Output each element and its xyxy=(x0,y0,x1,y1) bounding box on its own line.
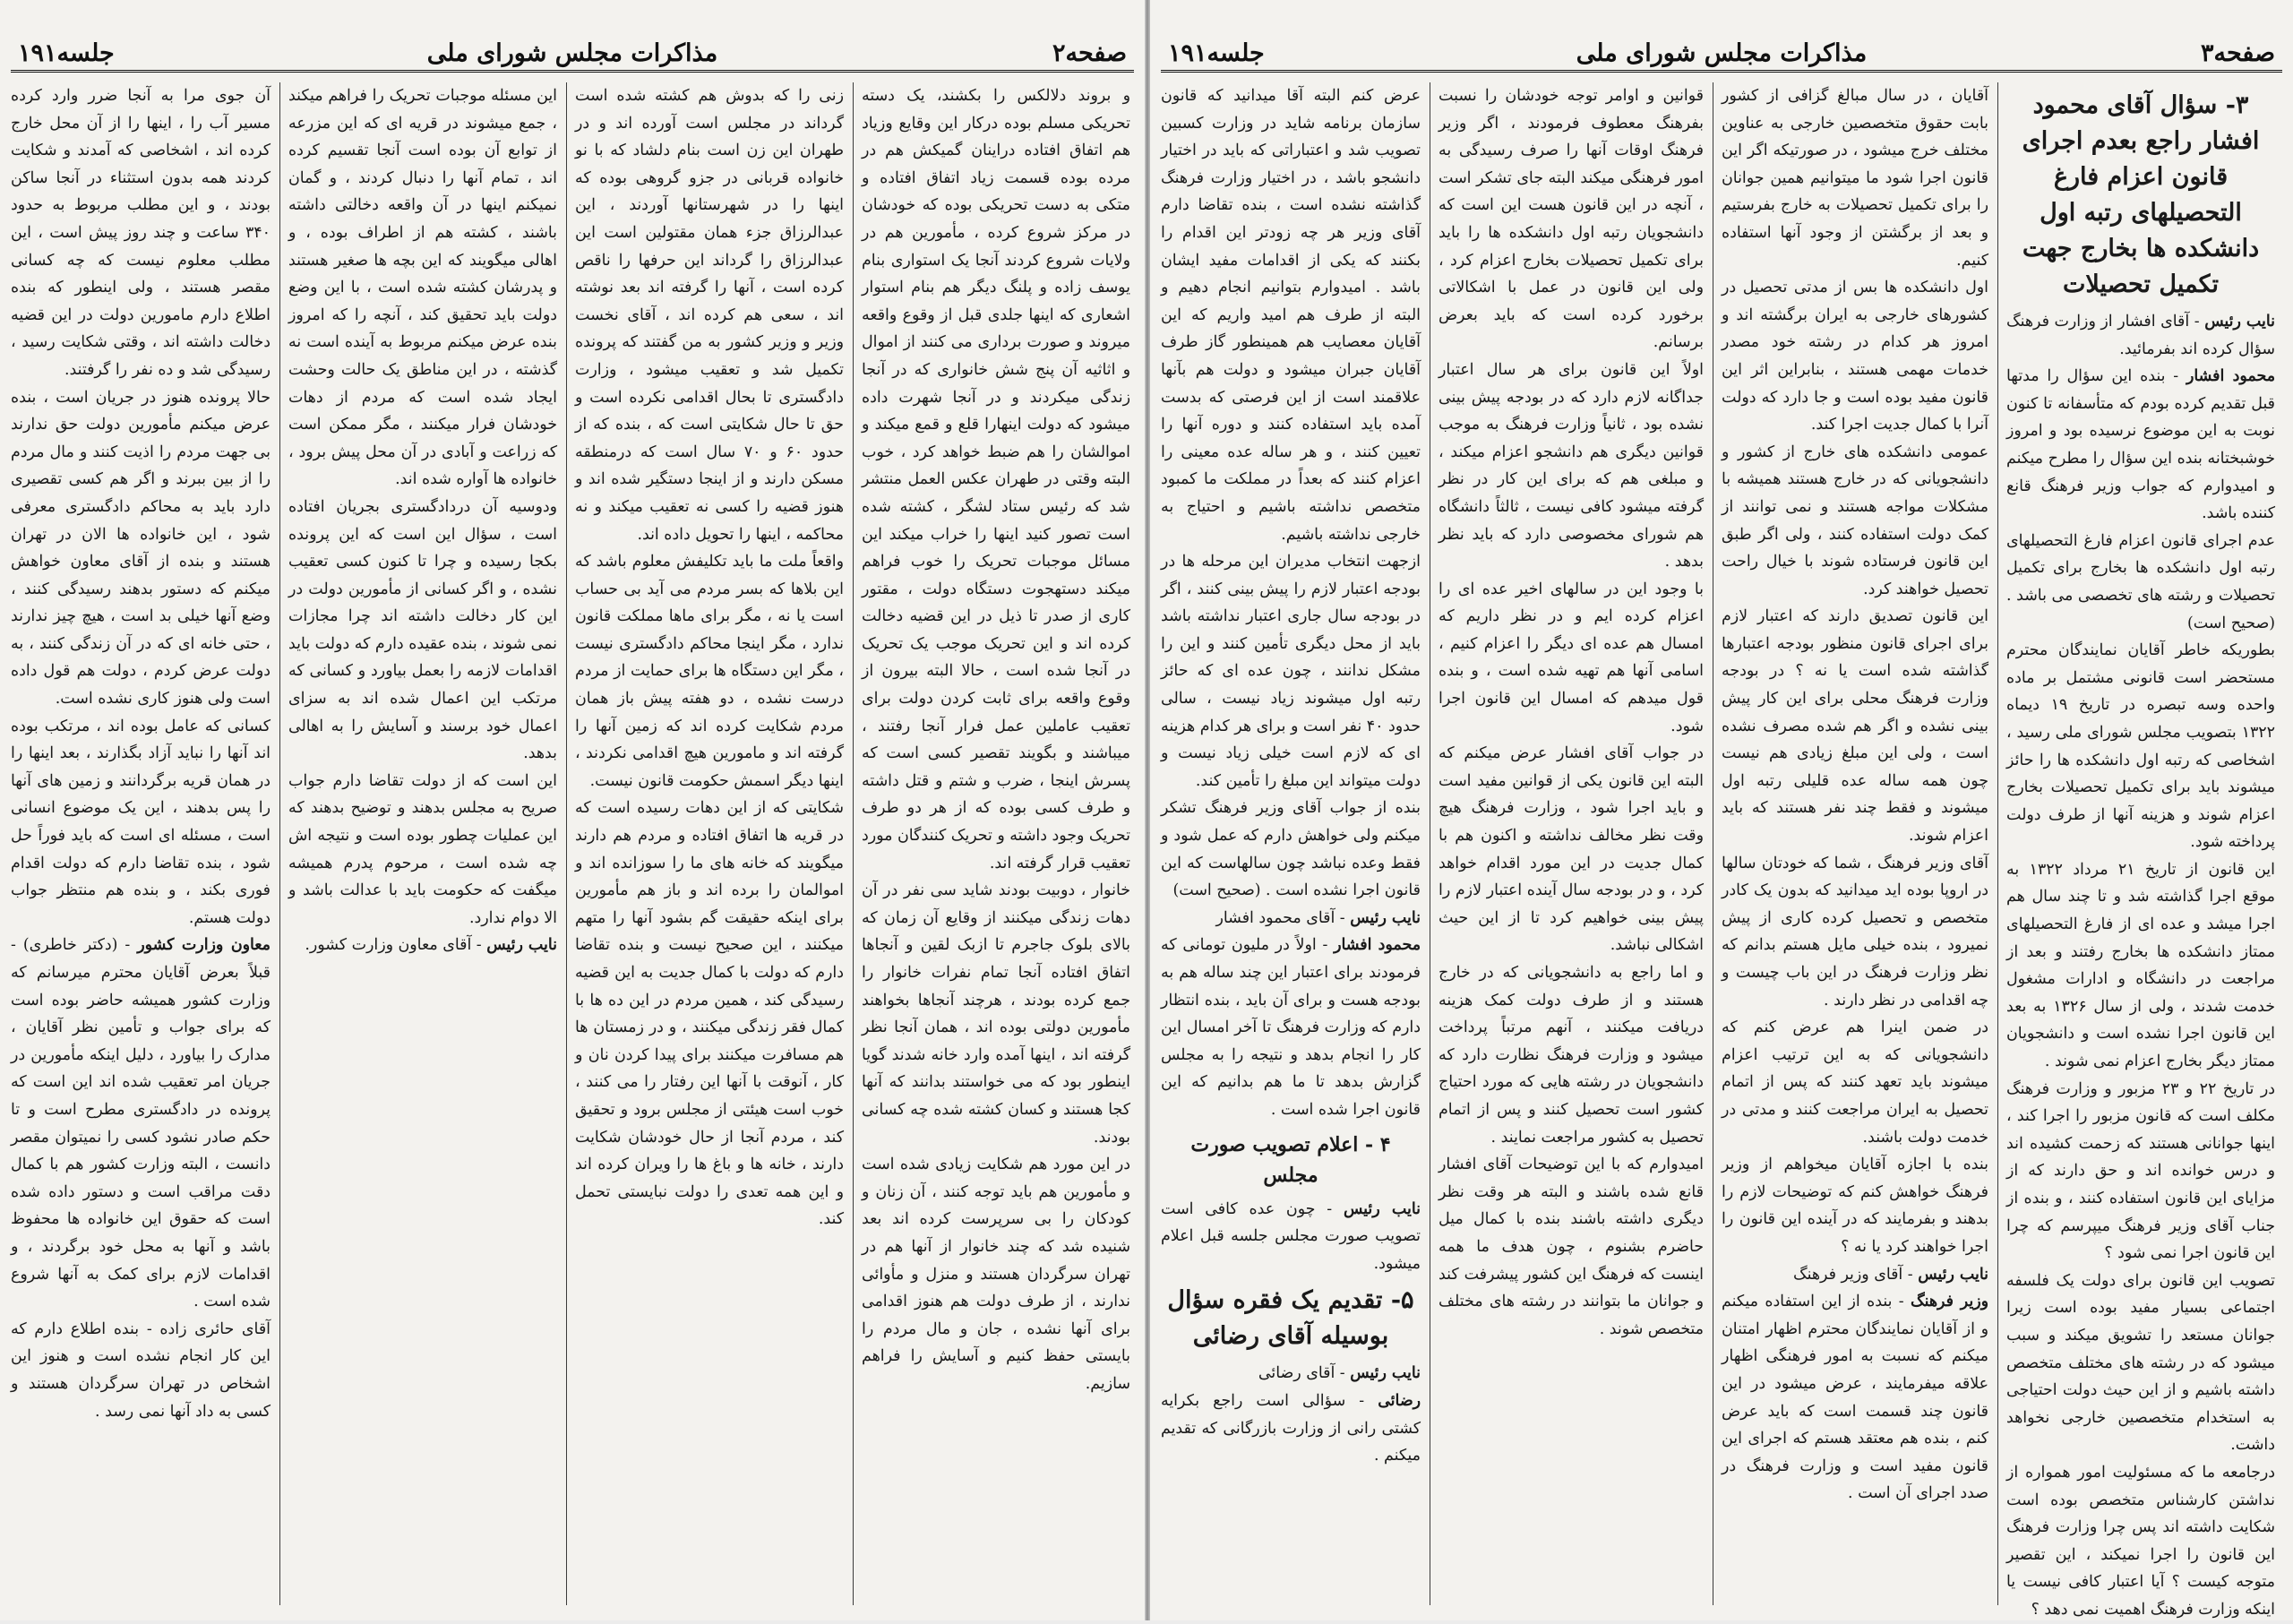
paragraph: در ضمن اینرا هم عرض کنم که دانشجویانی که به این ترتیب اعزام میشوند باید تعهد کنند که پس از اتمام تحصیل به ایران مراجعت کنند و مدتی در خدمت دولت باشند. xyxy=(1722,1018,1988,1147)
column-divider xyxy=(1997,82,1998,1605)
paragraph: آقای وزیر فرهنگ ، شما که خودتان سالها در اروپا بوده اید میدانید که بدون یک کادر متخصص و تحصیل کرده کاری از پیش نمیرود ، بنده خیلی مایل هستم بدانم که نظر وزارت فرهنگ در این باب چیست و چه اقدامی در نظر دارند . xyxy=(1722,854,1988,1010)
speech-text: سؤالی است راجع بکرایه کشتی رانی از وزارت بازرگانی که تقدیم میکنم . xyxy=(1161,1391,1421,1465)
speech-block xyxy=(11,932,271,1315)
paragraph: عمومی دانشکده های خارج از کشور و دانشجویانی که در خارج هستند همیشه با مشکلات مواجه هستند و نمی توانند از کمک دولت استفاده کنند ، ولی اگر طبق این قانون فرستاده شوند با خیال راحت تحصیل خواهند کرد. xyxy=(1722,443,1988,598)
paragraph: در جواب آقای افشار عرض میکنم که البته این قانون یکی از قوانین مفید است و باید اجرا شود ، وزارت فرهنگ هیچ وقت نظر مخالف نداشته و اکنون هم با کمال جدیت در این مورد اقدام خواهد کرد ، و در بودجه سال آینده اعتبار لازم را پیش بینی خواهیم کرد تا از این حیث اشکالی نباشد. xyxy=(1438,744,1704,955)
paragraph: عرض کنم البته آقا میدانید که قانون سازمان برنامه شاید در وزارت کسبین تصویب شد و اعتباراتی که باید در اختیار دانشجو باشد ، در اختیار وزارت فرهنگ گذاشته نشده است ، بنده تقاضا دارم آقای وزیر هر چه زودتر این اقدام را بکنند که یکی از اقدامات مفید ایشان باشد . امیدوارم بتوانیم انجام دهیم و البته از طرف هم امید واریم که این آقایان معصایب هم همینطور گاز طرف آقایان جبران میشود و دولت هم بآنها علاقمند است از این فرصتی که بدست آمده باید استفاده کنند و دوره آنها را تعیین کنند ، و هر ساله عده معینی را اعزام کنند که بعداً در مملکت ما کمبود متخصص نداشته باشیم و احتیاج به خارجی نداشته باشیم. xyxy=(1161,87,1421,544)
speech-block xyxy=(1161,1388,1421,1470)
separator: - xyxy=(117,936,138,955)
paragraph: در این مورد هم شکایت زیادی شده است و مأمورین هم باید توجه کنند ، آن زنان و کودکان را بی سرپرست کرده اند بعد شنیده شد که چند خانوار از آنها هم در تهران سرگردان هستند و منزل و مأوائی ندارند ، از طرف دولت هم هنوز اقدامی برای آنها نشده ، جان و مال مردم را بایستی حفظ کنیم و آسایش را فراهم سازیم. xyxy=(862,1156,1130,1393)
page-header xyxy=(11,34,1134,73)
text-column-4 xyxy=(11,82,271,1605)
paragraph: این قانون از تاریخ ۲۱ مرداد ۱۳۲۲ به موقع اجرا گذاشته شد و تا چند سال هم اجرا میشد و عده ای از فارغ التحصیلهای ممتاز دانشکده ها بخارج رفتند و بعد از مراجعت در دانشگاه و ادارات مشغول خدمت شدند ، ولی از سال ۱۳۲۶ به بعد این قانون اجرا نشده است و دانشجویان ممتاز دیگر بخارج اعزام نمی شوند . xyxy=(2006,860,2276,1071)
speech-block xyxy=(2006,363,2275,528)
separator: - xyxy=(1345,1391,1378,1410)
speech-block xyxy=(1161,1196,1421,1278)
speaker-name: نایب رئیس xyxy=(1350,908,1421,927)
column-divider xyxy=(853,82,854,1605)
paragraph: با وجود این در سالهای اخیر عده ای را اعزام کرده ایم و در نظر داریم که امسال هم عده ای دیگر را اعزام کنیم ، اسامی آنها هم تهیه شده است ، و بنده قول میدهم که امسال این قانون اجرا شود. xyxy=(1438,580,1704,735)
paragraph: زنی را که بدوش هم کشته شده است گرداند در مجلس است آورده اند و در طهران این زن است بنام دلشاد که با نو خانواده قربانی در جزو گروهی بوده که اینها را در شهرستانها آوردند ، این عبدالرزاق جزء همان مقتولین است این عبدالرزاق را گرداند این حرفها را ناقص کرده است ، آنها را گرفته اند بعد نوشته اند ، سعی هم کرده اند ، آقای نخست وزیر و وزیر کشور به من گفتند که پرونده تکمیل شد و تعقیب میشود ، وزارت دادگستری تا بحال اقدامی نکرده است و حق تا حال شکایتی است که ، بنده که از حدود ۶۰ و ۷۰ سال است که درمنطقه مسکن دارند و از اینجا دستگیر شده اند و هنوز قضیه را کسی نه تعقیب میکند و نه محاکمه ، اینها را تحویل داده اند. xyxy=(575,87,844,544)
speech-text: بنده از این استفاده میکنم و از آقایان نمایندگان محترم اظهار امتنان میکنم که نسبت به امور فرهنگی اظهار علاقه میفرمایند ، عرض میشود در این قانون چند قسمت است که باید عرض کنم ، بنده هم معتقد هستم که اجرای این قانون مفید است و وزارت فرهنگ در صدد اجرای آن است . xyxy=(1722,1293,1988,1503)
paragraph: این مسئله موجبات تحریک را فراهم میکند ، جمع میشوند در قریه ای که این مزرعه از توابع آن بوده است آنجا تقسیم کرده اند ، تمام آنها را دنبال کردند ، و گمان نمیکنم اینها در آن واقعه دخالتی داشته باشند ، کشته هم از اطراف بوده ، و اهالی میگویند که این بچه ها صغیر هستند و پدرشان کشته شده است ، با این وضع دولت باید تحقیق کند ، آنچه را که امروز بنده عرض میکنم مربوط به آینده است نه گذشته ، در این مناطق یک حالت وحشت ایجاد شده است که مردم از دهات خودشان فرار میکنند ، مگر ممکن است که زراعت و آبادی در آن محل پیش برود ، خانواده ها آواره شده اند. xyxy=(288,87,557,489)
speech-block xyxy=(1161,932,1421,1123)
speech-text: آقای افشار از وزارت فرهنگ سؤال کرده اند بفرمائید. xyxy=(2006,313,2275,358)
speech-block xyxy=(1722,1261,1988,1289)
paragraph: بنده از جواب آقای وزیر فرهنگ تشکر میکنم ولی خواهش دارم که عمل شود و فقط وعده نباشد چون سالهاست که این قانون اجرا نشده است . (صحیح است) xyxy=(1161,799,1421,900)
paragraph: این قانون تصدیق دارند که اعتبار لازم برای اجرای قانون منظور بودجه اعتبارها گذاشته شده است یا نه ؟ در بودجه وزارت فرهنگ محلی برای این کار پیش بینی نشده و اگر هم شده مصرف نشده است ، ولی این مبلغ زیادی هم نیست چون همه ساله عده قلیلی رتبه اول میشوند و فقط چند نفر هستند که باید اعزام شوند. xyxy=(1722,607,1988,846)
speaker-name: رضائی xyxy=(1378,1391,1421,1410)
right-page xyxy=(1150,0,2293,1620)
speech-text: بنده این سؤال را مدتها قبل تقدیم کرده بودم که متأسفانه تا کنون نوبت به این موضوع نرسیده بود و امروز خوشبختانه بنده این سؤال را مطرح میکنم و امیدوارم که جواب وزیر فرهنگ قانع کننده باشد. xyxy=(2006,367,2275,523)
paragraph: کسانی که عامل بوده اند ، مرتکب بوده اند آنها را نباید آزاد بگذارند ، بعد اینها را در همان قریه برگردانند و زمین های آنها را پس بدهند ، این یک موضوع انسانی است ، مسئله ای است که باید فوراً حل شود ، بنده تقاضا دارم که دولت اقدام فوری بکند ، و بنده هم منتظر جواب دولت هستم. xyxy=(11,717,271,927)
paragraph: امیدوارم که با این توضیحات آقای افشار قانع شده باشند و البته هر وقت نظر دیگری داشته باشند بنده با کمال میل حاضرم بشنوم ، چون هدف ما همه اینست که فرهنگ این کشور پیشرفت کند و جوانان ما بتوانند در رشته های مختلف متخصص شوند . xyxy=(1438,1156,1704,1338)
section-heading: ۵- تقدیم یک فقره سؤال بوسیله آقای رضائی xyxy=(1167,1286,1414,1351)
paragraph: تصویب این قانون برای دولت یک فلسفه اجتماعی بسیار مفید بوده است زیرا جوانان مستعد را تشویق میکند و سبب میشود که در رشته های مختلف متخصص داشته باشیم و از این حیث دولت احتیاجی به استخدام متخصصین خارجی نخواهد داشت. xyxy=(2006,1271,2275,1455)
left-page xyxy=(0,0,1145,1620)
page-header xyxy=(1161,34,2282,73)
paragraph: و بروند دلالکس را بکشند، یک دسته تحریکی مسلم بوده درکار این وقایع وزیاد هم اتفاق افتاده دراینان گمیکش هم در مرده بوده قسمت زیاد اتفاق افتاده و متکی به دست تحریکی بوده که خودشان در مرکز شروع کرده ، مأمورین هم در ولایات شروع کردند آنجا یک استواری بنام یوسف زاده و پلنگ دیگر هم بنام استوار اشعاری که اینها جلدی قبل از وقوع واقعه میروند و صورت برداری می کنند از اموال و اثاثیه آن پنج شش خانواری که در آنجا زندگی میکردند و در آنجا شهرت داده میشود که دولت اینهارا قلع و قمع میکند و اموالشان را هم ضبط خواهد کرد ، خوب البته وقتی در طهران عکس العمل منتشر شد که رئیس ستاد لشگر ، کشته شده است تصور کنید اینها را خراب میکند این مسائل موجبات تحریک را خوب فراهم میکند دستهجوت دستگاه دولت ، مقتور کاری از صدر تا ذیل در این قضیه دخالت کرده اند و این تحریک موجب یک تحریک در آنجا شده است ، حالا البته بیرون از وقوع واقعه برای ثابت کردن دولت برای تعقیب عاملین عمل فرار آنجا رفتند ، میباشند و بگویند تقصیر کسی است که پسرش اینجا ، ضرب و شتم و قتل داشته و طرف کسی بوده که از هر دو طرف تحریک وجود داشته و تحریک کنندگان مورد تعقیب قرار گرفته اند. xyxy=(862,87,1130,872)
speaker-name: معاون وزارت کشور xyxy=(137,936,271,955)
paragraph: درجامعه ما که مسئولیت امور همواره از نداشتن کارشناس متخصص بوده است شکایت داشته اند پس چرا وزارت فرهنگ این قانون را اجرا نمیکند ، این تقصیر متوجه کیست ؟ آیا اعتبار کافی نیست یا اینکه وزارت فرهنگ اهمیت نمی دهد ؟ xyxy=(2006,1463,2275,1619)
speech-text: آقای وزیر فرهنگ xyxy=(1793,1265,1903,1284)
running-title: مذاکرات مجلس شورای ملی xyxy=(426,39,718,67)
speech-block xyxy=(1161,905,1421,932)
separator: - xyxy=(1316,936,1335,955)
text-column-2 xyxy=(1722,82,1988,1605)
paragraph: بنده با اجازه آقایان میخواهم از وزیر فرهنگ خواهش کنم که توضیحات لازم را بدهند و بفرمایند که در آینده این قانون را اجرا خواهند کرد یا نه ؟ xyxy=(1722,1156,1988,1256)
speaker-name: نایب رئیس xyxy=(486,936,557,955)
separator: - xyxy=(1335,908,1351,927)
speech-block xyxy=(1722,1288,1988,1508)
separator: - xyxy=(1892,1293,1911,1311)
text-column-2 xyxy=(575,82,844,1605)
paragraph: اول دانشکده ها بس از مدتی تحصیل در کشورهای خارجی به ایران برگشته اند و امروز هر کدام در رشته خود مصدر خدمات مهمی هستند ، بنابراین اثر این قانون مفید بوده است و جا دارد که دولت آنرا با کمال جدیت اجرا کند. xyxy=(1722,279,1988,434)
running-title: مذاکرات مجلس شورای ملی xyxy=(1576,39,1868,67)
text-column-1 xyxy=(2006,82,2276,1619)
speech-block xyxy=(288,932,557,959)
speaker-name: محمود افشار xyxy=(2186,367,2276,386)
text-column-4 xyxy=(1161,82,1421,1605)
paragraph: آن جوی مرا به آنجا ضرر وارد کرده مسیر آب را ، اینها را از آن محل خارج کرده اند ، اشخاصی که آمدند و شکایت کردند همه بدون استثناء در آنجا ساکن بودند ، و این مطلب مربوط به حدود ۳۴۰ ساعت و چند روز پیش است ، این مطلب معلوم نیست که چه کسانی مقصر هستند ، ولی اینطور که بنده اطلاع دارم مامورین دولت در این قضیه دخالت داشته اند ، وقتی شکایت رسید ، رسیدگی شد و ده نفر را گرفتند. xyxy=(11,87,271,379)
session-number: جلسه۱۹۱ xyxy=(18,39,115,67)
paragraph: واقعاً ملت ما باید تکلیفش معلوم باشد که این بلاها که بسر مردم می آید بی حساب است یا نه ، مگر برای ماها مملکت قانون ندارد ، مگر اینجا محاکم دادگستری نیست ، مگر این دستگاه ها برای حمایت از مردم درست نشده ، دو هفته پیش باز همان مردم شکایت کرده اند که زمین آنها را گرفته اند و مامورین هیچ اقدامی نکردند ، اینها دیگر اسمش حکومت قانون نیست. xyxy=(575,553,844,790)
paragraph: اولاً این قانون برای هر سال اعتبار جداگانه لازم دارد که در بودجه پیش بینی نشده بود ، ثانیاً وزارت فرهنگ به موجب قوانین دیگری هم دانشجو اعزام میکند ، و مبلغی هم که برای این کار در نظر گرفته میشود کافی نیست ، ثالثاً دانشگاه هم شورای مخصوصی دارد که باید نظر بدهد . xyxy=(1438,360,1704,571)
text-column-3 xyxy=(288,82,557,1605)
speech-block xyxy=(1161,1360,1421,1388)
speaker-name: نایب رئیس xyxy=(1918,1265,1988,1284)
paragraph: ازجهت انتخاب مدیران این مرحله ها در بودجه اعتبار لازم را پیش بینی کنند ، اگر در بودجه سال جاری اعتبار نداشته باشد باید از محل دیگری تأمین کنند و این را مشکل ندانند ، چون عده ای که حائز رتبه اول میشوند زیاد نیست ، سالی حدود ۴۰ نفر است و برای هر کدام هزینه ای که لازم است خیلی زیاد نیست و دولت میتواند این مبلغ را تأمین کند. xyxy=(1161,553,1421,790)
paragraph: و اما راجع به دانشجویانی که در خارج هستند و از طرف دولت کمک هزینه دریافت میکنند ، آنهم مرتباً پرداخت میشود و وزارت فرهنگ نظارت دارد که دانشجویان در رشته هایی که مورد احتیاج کشور است تحصیل کنند و پس از اتمام تحصیل به کشور مراجعت نمایند . xyxy=(1438,964,1704,1147)
paragraph: آقای حائری زاده - بنده اطلاع دارم که این کار انجام نشده است و هنوز این اشخاص در تهران سرگردان هستند و کسی به داد آنها نمی رسد . xyxy=(11,1319,271,1421)
text-column-3 xyxy=(1438,82,1704,1605)
paragraph: ودوسیه آن دردادگستری بجریان افتاده است ، سؤال این است که این پرونده بکجا رسیده و چرا تا کنون کسی تعقیب نشده ، و اگر کسانی از مأمورین دولت در این کار دخالت داشته اند چرا مجازات نمی شوند ، بنده عقیده دارم که دولت باید اقدامات لازمه را بعمل بیاورد و کسانی که مرتکب این اعمال شده اند به سزای اعمال خود برسند و آسایش را به اهالی بدهد. xyxy=(288,497,557,763)
paragraph: حالا پرونده هنوز در جریان است ، بنده عرض میکنم مأمورین دولت حق ندارند بی جهت مردم را اذیت کنند و مال مردم را از بین ببرند و اگر هم کسی تقصیری دارد باید به محاکم دادگستری معرفی شود ، این خانواده ها الان در تهران هستند و بنده از آقای معاون خواهش میکنم که دستور بدهند رسیدگی کنند ، وضع آنها خیلی بد است ، هیچ چیز ندارند ، حتی خانه ای که در آن زندگی کنند ، به دولت عرض کردم ، دولت هم قول داده است ولی هنوز کاری نشده است. xyxy=(11,388,271,709)
speech-text: (دکتر خاطری) - قبلاً بعرض آقایان محترم میرسانم که وزارت کشور همیشه حاضر بوده است که برای جواب و تأمین نظر آقایان ، مدارک را بیاورد ، دلیل اینکه مأمورین در جریان امر تعقیب شده اند این است که پرونده در دادگستری مطرح است و تا حکم صادر نشود کسی را نمیتوان مقصر دانست ، البته وزارت کشور هم با کمال دقت مراقب است و دستور داده شده است که حقوق این خانواده ها محفوظ باشد و آنها به محل خود برگردند ، و اقدامات لازم برای کمک به آنها شروع شده است . xyxy=(11,936,271,1311)
separator: - xyxy=(471,936,487,955)
speech-text: اولاً در ملیون تومانی که فرمودند برای اعتبار این چند ساله هم به بودجه هست و برای آن باید ، بنده انتظار دارم که وزارت فرهنگ تا آخر امسال این کار را انجام بدهد و نتیجه را به مجلس گزارش بدهد تا ما هم بدانیم که این قانون اجرا شده است . xyxy=(1161,936,1421,1119)
paragraph: بطوریکه خاطر آقایان نمایندگان محترم مستحضر است قانونی مشتمل بر ماده واحده وسه تبصره در تاریخ ۱۹ دیماه ۱۳۲۲ بتصویب مجلس شورای ملی رسید ، اشخاصی که رتبه اول دانشکده ها را حائز میشوند باید برای تکمیل تحصیلات بخارج اعزام شوند و هزینه آنها از طرف دولت پرداخته شود. xyxy=(2006,641,2276,852)
page-number: صفحه۲ xyxy=(1052,39,1127,67)
separator: - xyxy=(1902,1265,1919,1284)
paragraph: خانوار ، دوبیت بودند شاید سی نفر در آن دهات زندگی میکنند از وقایع آن زمان که بالای بلوک جاجرم تا ازبک لقین و آنجاها اتفاق افتاده آنجا تمام نفرات خانوار را جمع کرده بودند ، هرچند آنجاها بخواهند مأمورین دولتی بوده اند ، همان آنجا نظر گرفته اند ، اینها آمده وارد خانه شدند گویا اینطور بود که می خواستند بدانند که آنها کجا هستند و کسان کشته شده چه کسانی بودند. xyxy=(862,881,1130,1147)
paragraph: این است که از دولت تقاضا دارم جواب صریح به مجلس بدهند و توضیح بدهند که این عملیات چطور بوده است و نتیجه اش چه شده است ، مرحوم پدرم همیشه میگفت که حکومت باید با عدالت باشد و الا دوام ندارد. xyxy=(288,771,557,927)
text-column-1 xyxy=(862,82,1130,1605)
separator: - xyxy=(1315,1199,1344,1218)
speech-text: آقای محمود افشار xyxy=(1215,908,1335,927)
session-number: جلسه۱۹۱ xyxy=(1168,39,1265,67)
paragraph: شکایتی که از این دهات رسیده است که در قریه ها اتفاق افتاده و مردم هم دارند میگویند که خانه های ما را سوزانده اند و اموالمان را برده اند و باز هم مأمورین برای اینکه حقیقت گم بشود آنها را متهم میکنند ، این صحیح نیست و بنده تقاضا دارم که دولت با کمال جدیت به این قضیه رسیدگی کند ، همین مردم در این ده ها با کمال فقر زندگی میکنند ، و در زمستان ها هم مسافرت میکنند برای پیدا کردن نان و کار ، آنوقت با آنها این رفتار را می کنند ، خوب است هیئتی از مجلس برود و تحقیق کند ، مردم آنجا از حال خودشان شکایت دارند ، خانه ها و باغ ها را ویران کرده اند و این همه تعدی را دولت نبایستی تحمل کند. xyxy=(575,799,844,1229)
speech-text: آقای رضائی xyxy=(1258,1364,1335,1383)
separator: - xyxy=(2189,313,2205,331)
paragraph: در تاریخ ۲۲ و ۲۳ مزبور و وزارت فرهنگ مکلف است که قانون مزبور را اجرا کند ، اینها جوانانی هستند که زحمت کشیده اند و درس خوانده اند و حق دارند که از مزایای این قانون استفاده کنند ، و بنده از جناب آقای وزیر فرهنگ میپرسم که چرا این قانون اجرا نمی شود ؟ xyxy=(2006,1079,2275,1263)
speaker-name: وزیر فرهنگ xyxy=(1911,1293,1988,1311)
section-heading: ۴ - اعلام تصویب صورت مجلس xyxy=(1190,1132,1391,1187)
paragraph: آقایان ، در سال مبالغ گزافی از کشور بابت حقوق متخصصین خارجی به عناوین مختلف خرج میشود ، در صورتیکه اگر این قانون اجرا شود ما میتوانیم همین جوانان را برای تکمیل تحصیلات به خارج بفرستیم و بعد از برگشتن از وجود آنها استفاده کنیم. xyxy=(1722,87,1988,270)
section-heading: ۳- سؤال آقای محمود افشار راجع بعدم اجرای قانون اعزام فارغ التحصیلهای رتبه اول دانشکده ها بخارج جهت تکمیل تحصیلات xyxy=(2022,91,2260,298)
paragraph: قوانین و اوامر توجه خودشان را نسبت بفرهنگ معطوف فرمودند ، اگر وزیر فرهنگ اوقات آنها را صرف رسیدگی به امور فرهنگی میکند البته جای تشکر است ، آنچه در این قانون هست این است که دانشجویان رتبه اول دانشکده ها را باید برای تکمیل تحصیلات بخارج اعزام کرد ، ولی این قانون در عمل با اشکالاتی برخورد کرده است که باید بعرض برسانم. xyxy=(1438,87,1704,352)
speaker-name: نایب رئیس xyxy=(1343,1199,1421,1218)
paragraph: عدم اجرای قانون اعزام فارغ التحصیلهای رتبه اول دانشکده ها بخارج برای تکمیل تحصیلات و رشته های تخصصی می باشد . (صحیح است) xyxy=(2006,531,2275,632)
speaker-name: نایب رئیس xyxy=(1350,1364,1421,1383)
speaker-name: محمود افشار xyxy=(1334,936,1421,955)
page-number: صفحه۳ xyxy=(2200,39,2275,67)
speaker-name: نایب رئیس xyxy=(2204,313,2275,331)
speech-block xyxy=(2006,308,2275,363)
separator: - xyxy=(1335,1364,1351,1383)
column-divider xyxy=(279,82,280,1605)
speech-text: چون عده کافی است تصویب صورت مجلس جلسه قبل اعلام میشود. xyxy=(1161,1199,1421,1273)
column-divider xyxy=(566,82,567,1605)
separator: - xyxy=(2165,367,2186,386)
speech-text: آقای معاون وزارت کشور. xyxy=(305,936,472,955)
